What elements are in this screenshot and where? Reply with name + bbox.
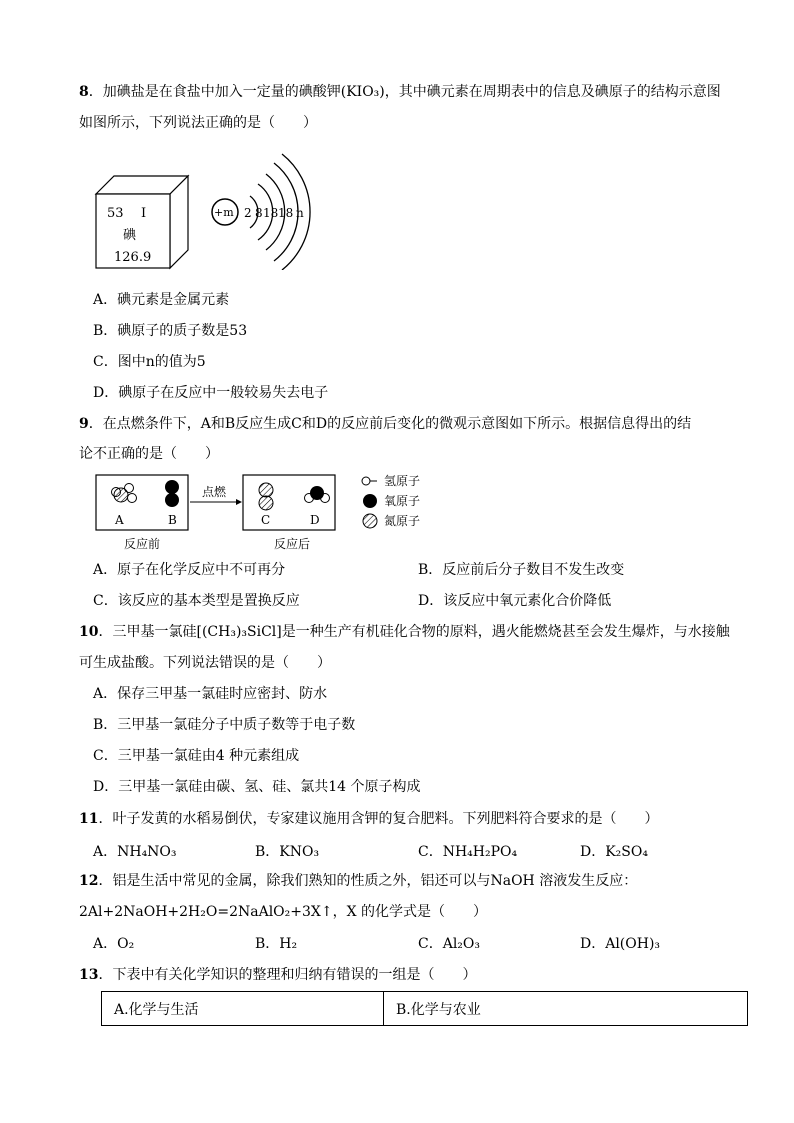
q12-option-d: D．Al(OH)₃ <box>580 936 661 952</box>
caption-after: 反应后 <box>274 537 311 551</box>
question-8-line1: 8．加碘盐是在食盐中加入一定量的碘酸钾(KIO₃)，其中碘元素在周期表中的信息及碘原子的结构示意图 <box>79 84 721 100</box>
q12-option-a: A．O₂ <box>93 936 135 952</box>
element-cell-figure <box>90 172 194 272</box>
q10-option-a: A．保存三甲基一氯硅时应密封、防水 <box>93 686 328 702</box>
shell-4: 18 <box>278 206 294 220</box>
question-10-line1: 10．三甲基一氯硅[(CH₃)₃SiCl]是一种生产有机硅化合物的原料，遇火能燃烧甚至会发生爆炸，与水接触 <box>79 624 730 640</box>
table-header-b: B.化学与农业 <box>384 992 748 1026</box>
atom-structure-diagram <box>208 150 314 270</box>
q9-option-d: D．该反应中氧元素化合价降低 <box>418 593 612 609</box>
question-12-line2: 2Al+2NaOH+2H₂O=2NaAlO₂+3X↑，X 的化学式是（ ） <box>79 904 488 920</box>
q9-option-a: A．原子在化学反应中不可再分 <box>93 562 286 578</box>
table-row <box>102 992 748 1026</box>
label-b: B <box>168 513 177 527</box>
arrow-label: 点燃 <box>202 485 227 499</box>
question-10-line2: 可生成盐酸。下列说法错误的是（ ） <box>79 655 331 671</box>
question-number: 8 <box>79 84 89 100</box>
q8-option-d: D．碘原子在反应中一般较易失去电子 <box>93 385 329 401</box>
q9-option-c: C．该反应的基本类型是置换反应 <box>93 593 300 609</box>
q12-option-b: B．H₂ <box>255 936 298 952</box>
reaction-diagram <box>94 472 444 554</box>
legend-hydrogen: 氢原子 <box>384 474 421 488</box>
element-mass: 126.9 <box>114 250 152 265</box>
label-d: D <box>310 513 320 527</box>
question-13-line1: 13．下表中有关化学知识的整理和归纳有错误的一组是（ ） <box>79 967 477 983</box>
question-11-line1: 11．叶子发黄的水稻易倒伏，专家建议施用含钾的复合肥料。下列肥料符合要求的是（ ） <box>79 811 659 827</box>
q10-option-c: C．三甲基一氯硅由4 种元素组成 <box>93 748 300 764</box>
shell-2: 8 <box>255 206 263 220</box>
q10-option-d: D．三甲基一氯硅由碳、氢、硅、氯共14 个原子构成 <box>93 779 421 795</box>
q11-option-b: B．KNO₃ <box>255 844 320 860</box>
q12-option-c: C．Al₂O₃ <box>418 936 481 952</box>
shell-1: 2 <box>244 206 252 220</box>
q11-option-a: A．NH₄NO₃ <box>93 844 177 860</box>
q8-option-c: C．图中n的值为5 <box>93 354 206 370</box>
knowledge-table <box>101 991 748 1026</box>
question-9-line2: 论不正确的是（ ） <box>79 446 219 462</box>
label-a: A <box>115 513 124 527</box>
question-8-line2: 如图所示，下列说法正确的是（ ） <box>79 115 317 131</box>
shell-5: n <box>296 206 304 220</box>
element-name: 碘 <box>123 228 137 243</box>
label-c: C <box>261 513 271 527</box>
nucleus-label: +m <box>214 206 234 219</box>
question-number: 13 <box>79 967 99 983</box>
shell-3: 18 <box>263 206 279 220</box>
question-12-line1: 12．铝是生活中常见的金属，除我们熟知的性质之外，铝还可以与NaOH 溶液发生反应： <box>79 873 638 889</box>
question-number: 10 <box>79 624 99 640</box>
element-number: 53 <box>107 206 124 221</box>
q8-option-b: B．碘原子的质子数是53 <box>93 323 248 339</box>
element-symbol: I <box>141 206 147 221</box>
question-9-line1: 9．在点燃条件下，A和B反应生成C和D的反应前后变化的微观示意图如下所示。根据信息得出的结 <box>79 416 692 432</box>
question-number: 9 <box>79 416 89 432</box>
q11-option-d: D．K₂SO₄ <box>580 844 648 860</box>
question-number: 12 <box>79 873 99 889</box>
q11-option-c: C．NH₄H₂PO₄ <box>418 844 518 860</box>
caption-before: 反应前 <box>124 537 161 551</box>
q10-option-b: B．三甲基一氯硅分子中质子数等于电子数 <box>93 717 356 733</box>
q9-option-b: B．反应前后分子数目不发生改变 <box>418 562 625 578</box>
q8-option-a: A．碘元素是金属元素 <box>93 292 230 308</box>
question-number: 11 <box>79 811 99 827</box>
legend-nitrogen: 氮原子 <box>384 514 421 528</box>
table-header-a: A.化学与生活 <box>102 992 384 1026</box>
legend-oxygen: 氧原子 <box>384 494 421 508</box>
